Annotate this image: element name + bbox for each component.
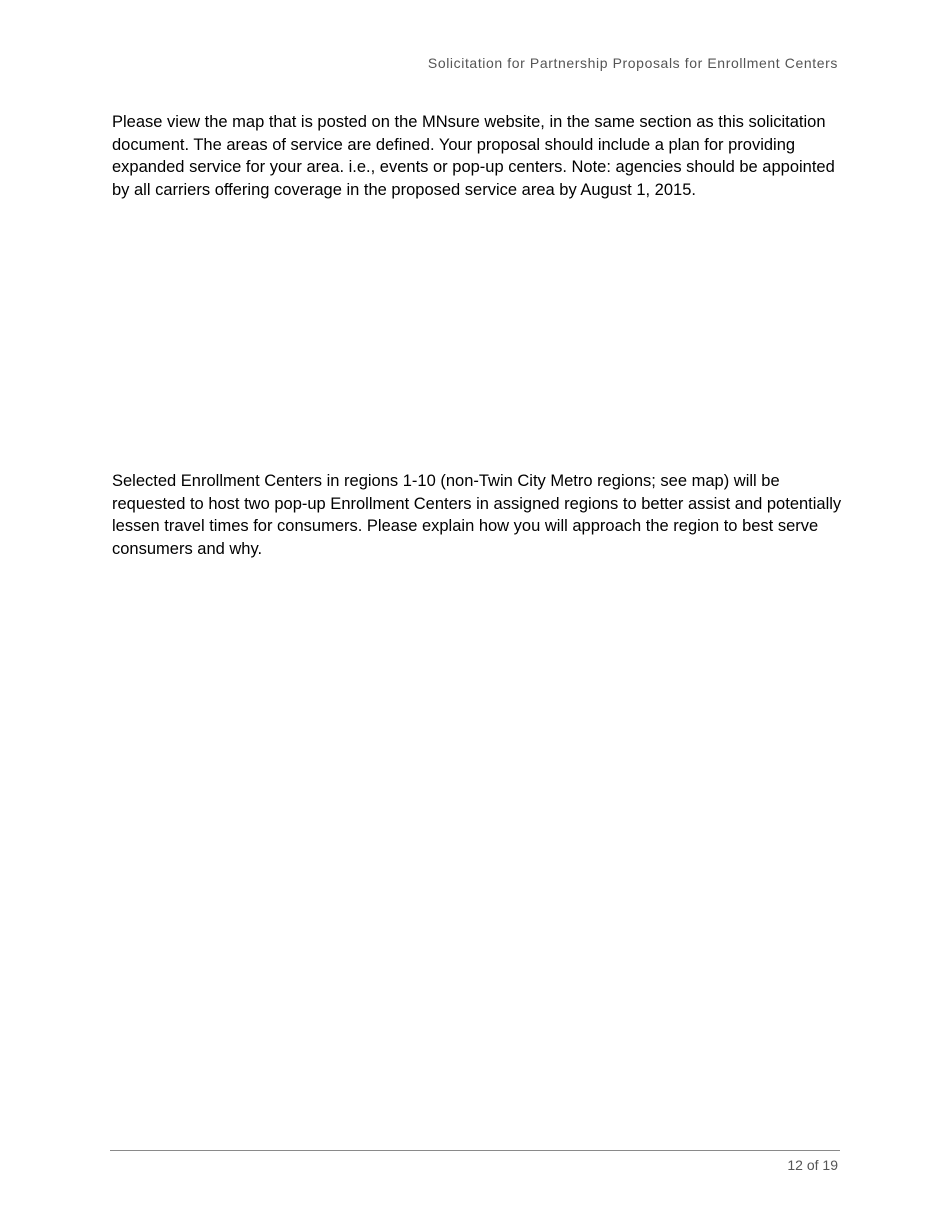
body-paragraph-popup-centers: Selected Enrollment Centers in regions 1-10 (non-Twin City Metro regions; see map) will be requested to host two pop-up Enrollment Centers in assigned regions to better assist and potentially lessen travel times for consumers. Please explain how you will approach the region to best serve consumers and why. [112, 472, 842, 558]
body-paragraph-map-instructions: Please view the map that is posted on the MNsure website, in the same section as this solicitation document. The areas of service are defined. Your proposal should include a plan for providing expanded service for your area. i.e., events or pop-up centers. Note: agencies should be appointed by all carriers offering coverage in the proposed service area by August 1, 2015. [112, 113, 835, 199]
footer-divider [110, 1150, 840, 1151]
page-header-title: Solicitation for Partnership Proposals for Enrollment Centers [427, 55, 838, 71]
page-number: 12 of 19 [787, 1157, 838, 1173]
